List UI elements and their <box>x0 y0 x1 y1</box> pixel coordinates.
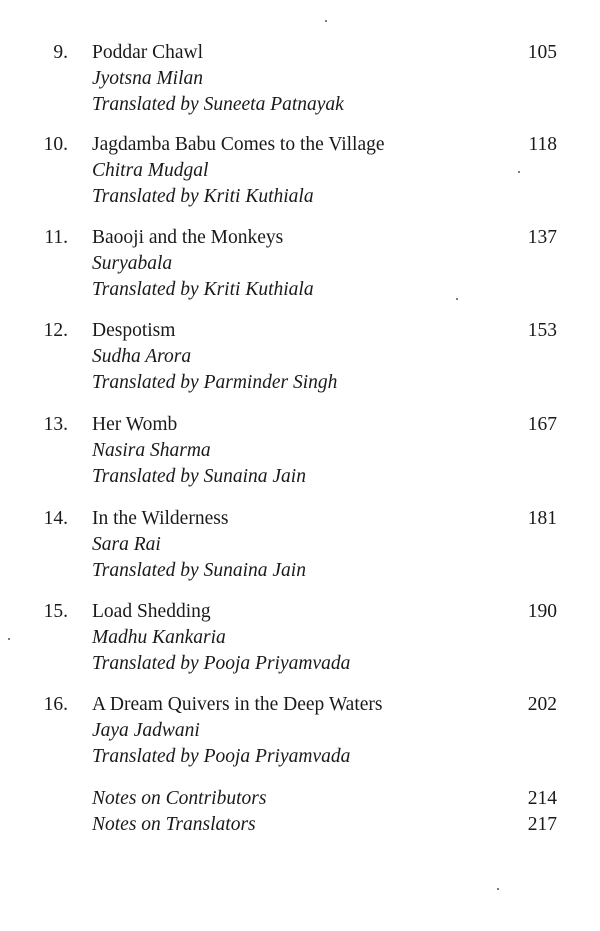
entry-page-number: 167 <box>527 414 557 435</box>
entry-title: Her Womb <box>92 414 178 435</box>
notes-contributors-page: 214 <box>527 788 557 809</box>
toc-entry-11 <box>0 225 600 303</box>
entry-number: 9. <box>53 42 68 63</box>
scan-speck <box>497 888 499 890</box>
entry-heading-line <box>0 506 600 532</box>
entry-heading-line <box>0 318 600 344</box>
entry-translator: Translated by Pooja Priyamvada <box>92 653 351 674</box>
entry-page-number: 190 <box>527 601 557 622</box>
entry-translator: Translated by Suneeta Patnayak <box>92 94 344 115</box>
entry-number: 14. <box>43 508 68 529</box>
entry-page-number: 181 <box>527 508 557 529</box>
scan-speck <box>456 298 458 300</box>
entry-heading-line <box>0 225 600 251</box>
entry-title: In the Wilderness <box>92 508 229 529</box>
notes-translators-line <box>0 812 600 838</box>
entry-author: Suryabala <box>92 253 173 274</box>
entry-page-number: 118 <box>528 134 557 155</box>
entry-page-number: 137 <box>527 227 557 248</box>
entry-author: Madhu Kankaria <box>92 627 226 648</box>
entry-author: Sara Rai <box>92 534 161 555</box>
entry-author: Chitra Mudgal <box>92 160 209 181</box>
entry-title: Despotism <box>92 320 176 341</box>
toc-entry-16 <box>0 692 600 770</box>
entry-number: 10. <box>43 134 68 155</box>
entry-translator: Translated by Pooja Priyamvada <box>92 746 351 767</box>
entry-title: Poddar Chawl <box>92 42 204 63</box>
entry-number: 15. <box>43 601 68 622</box>
toc-entry-12 <box>0 318 600 396</box>
entry-title: Jagdamba Babu Comes to the Village <box>92 134 385 155</box>
notes-translators-page: 217 <box>527 814 557 835</box>
scan-speck <box>8 638 10 640</box>
scan-speck <box>325 20 327 22</box>
entry-author: Jaya Jadwani <box>92 720 200 741</box>
entry-number: 12. <box>43 320 68 341</box>
entry-heading-line <box>0 132 600 158</box>
entry-heading-line <box>0 412 600 438</box>
toc-notes <box>0 786 600 838</box>
entry-page-number: 202 <box>527 694 557 715</box>
entry-translator: Translated by Sunaina Jain <box>92 466 306 487</box>
entry-title: Baooji and the Monkeys <box>92 227 284 248</box>
toc-entry-14 <box>0 506 600 584</box>
entry-heading-line <box>0 599 600 625</box>
entry-heading-line <box>0 40 600 66</box>
entry-translator: Translated by Sunaina Jain <box>92 560 306 581</box>
entry-page-number: 153 <box>527 320 557 341</box>
entry-translator: Translated by Parminder Singh <box>92 372 338 393</box>
entry-page-number: 105 <box>527 42 557 63</box>
entry-number: 13. <box>43 414 68 435</box>
notes-contributors-line <box>0 786 600 812</box>
entry-author: Jyotsna Milan <box>92 68 204 89</box>
entry-number: 11. <box>44 227 68 248</box>
entry-heading-line <box>0 692 600 718</box>
scan-speck <box>518 171 520 173</box>
entry-author: Sudha Arora <box>92 346 192 367</box>
entry-title: A Dream Quivers in the Deep Waters <box>92 694 383 715</box>
entry-number: 16. <box>43 694 68 715</box>
toc-entry-13 <box>0 412 600 490</box>
toc-entry-10 <box>0 132 600 210</box>
entry-author: Nasira Sharma <box>92 440 211 461</box>
toc-entry-9 <box>0 40 600 118</box>
notes-translators-title: Notes on Translators <box>92 814 256 835</box>
entry-translator: Translated by Kriti Kuthiala <box>92 279 314 300</box>
toc-entry-15 <box>0 599 600 677</box>
entry-translator: Translated by Kriti Kuthiala <box>92 186 314 207</box>
notes-contributors-title: Notes on Contributors <box>92 788 267 809</box>
entry-title: Load Shedding <box>92 601 211 622</box>
